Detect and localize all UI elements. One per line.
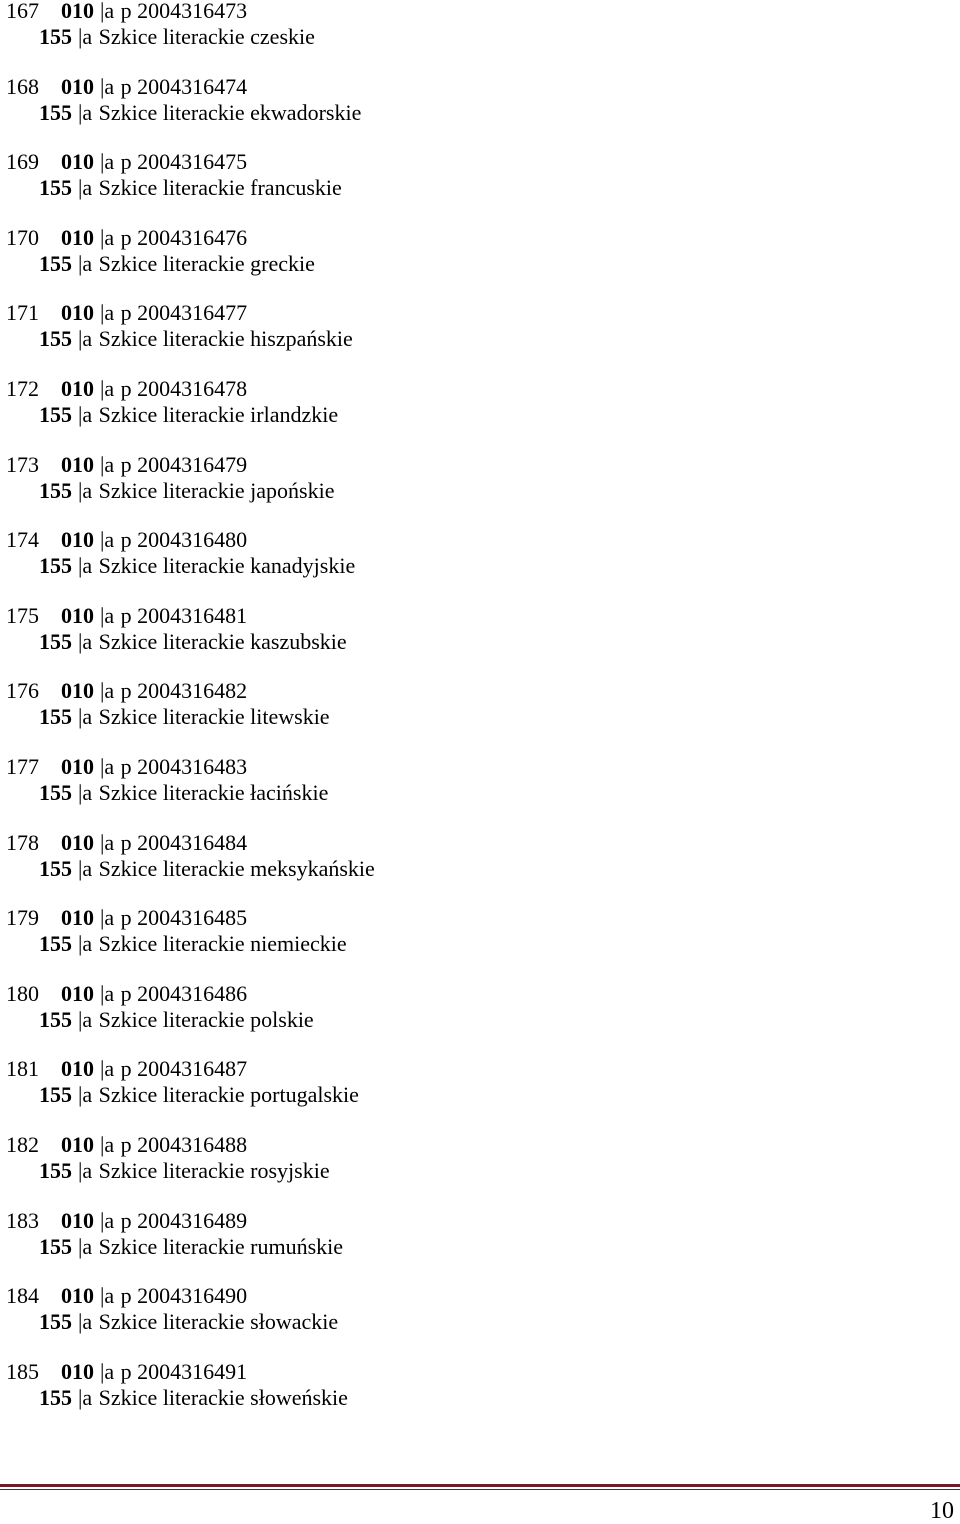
record-entry <box>0 224 960 303</box>
subfield-code: |a <box>100 1056 115 1082</box>
subfield-code: |a <box>100 0 115 23</box>
record-line-155 <box>39 402 338 428</box>
control-number: p 2004316473 <box>120 0 248 23</box>
heading-term: Szkice literackie japońskie <box>98 477 335 503</box>
field-tag-010: 010 <box>61 149 94 175</box>
record-number: 180 <box>6 980 39 1006</box>
record-line-010 <box>6 527 247 553</box>
field-tag-155: 155 <box>39 1233 72 1259</box>
record-number: 171 <box>6 300 39 326</box>
field-tag-010: 010 <box>61 73 94 99</box>
subfield-code: |a <box>78 326 93 352</box>
field-tag-010: 010 <box>61 1283 94 1309</box>
record-number: 169 <box>6 149 39 175</box>
control-number: p 2004316484 <box>120 829 248 855</box>
footer-rule-thin <box>0 1489 960 1490</box>
control-number: p 2004316474 <box>120 73 248 99</box>
record-line-010 <box>6 74 247 100</box>
field-tag-010: 010 <box>61 1358 94 1384</box>
field-tag-155: 155 <box>39 99 72 125</box>
subfield-code: |a <box>100 980 115 1006</box>
record-number: 183 <box>6 1207 39 1233</box>
heading-term: Szkice literackie irlandzkie <box>98 401 339 427</box>
control-number: p 2004316481 <box>120 602 248 628</box>
record-number: 172 <box>6 375 39 401</box>
record-entry <box>0 73 960 152</box>
record-number: 168 <box>6 73 39 99</box>
heading-term: Szkice literackie łacińskie <box>98 779 329 805</box>
field-tag-010: 010 <box>61 300 94 326</box>
subfield-code: |a <box>100 829 115 855</box>
field-tag-155: 155 <box>39 1157 72 1183</box>
subfield-code: |a <box>78 704 93 730</box>
record-line-010 <box>6 452 247 478</box>
record-entry <box>0 602 960 681</box>
field-tag-155: 155 <box>39 628 72 654</box>
footer-rule <box>0 1484 960 1492</box>
subfield-code: |a <box>78 628 93 654</box>
field-tag-010: 010 <box>61 905 94 931</box>
record-line-010 <box>6 830 247 856</box>
record-entry <box>0 0 960 76</box>
record-entry <box>0 451 960 530</box>
record-line-155 <box>39 931 347 957</box>
subfield-code: |a <box>78 1233 93 1259</box>
record-line-010 <box>6 376 247 402</box>
heading-term: Szkice literackie kaszubskie <box>98 628 347 654</box>
heading-term: Szkice literackie słoweńskie <box>98 1384 348 1410</box>
subfield-code: |a <box>100 678 115 704</box>
heading-term: Szkice literackie francuskie <box>98 175 342 201</box>
field-tag-155: 155 <box>39 1309 72 1335</box>
control-number: p 2004316485 <box>120 905 248 931</box>
control-number: p 2004316475 <box>120 149 248 175</box>
record-line-155 <box>39 326 353 352</box>
record-line-010 <box>6 905 247 931</box>
record-line-155 <box>39 175 342 201</box>
field-tag-010: 010 <box>61 1131 94 1157</box>
record-line-155 <box>39 1082 359 1108</box>
field-tag-010: 010 <box>61 224 94 250</box>
field-tag-155: 155 <box>39 704 72 730</box>
control-number: p 2004316482 <box>120 678 248 704</box>
record-line-010 <box>6 603 247 629</box>
field-tag-155: 155 <box>39 1082 72 1108</box>
field-tag-010: 010 <box>61 0 94 23</box>
record-line-155 <box>39 478 334 504</box>
subfield-code: |a <box>100 224 115 250</box>
subfield-code: |a <box>78 1157 93 1183</box>
record-line-155 <box>39 1385 348 1411</box>
record-line-010 <box>6 300 247 326</box>
record-number: 174 <box>6 527 39 553</box>
subfield-code: |a <box>78 175 93 201</box>
record-number: 177 <box>6 753 39 779</box>
record-number: 178 <box>6 829 39 855</box>
field-tag-155: 155 <box>39 855 72 881</box>
heading-term: Szkice literackie greckie <box>98 250 315 276</box>
subfield-code: |a <box>100 753 115 779</box>
control-number: p 2004316478 <box>120 375 248 401</box>
subfield-code: |a <box>78 99 93 125</box>
field-tag-155: 155 <box>39 1384 72 1410</box>
heading-term: Szkice literackie rosyjskie <box>98 1157 330 1183</box>
record-number: 173 <box>6 451 39 477</box>
subfield-code: |a <box>78 779 93 805</box>
subfield-code: |a <box>100 1283 115 1309</box>
record-line-010 <box>6 1359 247 1385</box>
record-line-155 <box>39 704 330 730</box>
field-tag-155: 155 <box>39 326 72 352</box>
subfield-code: |a <box>100 375 115 401</box>
control-number: p 2004316479 <box>120 451 248 477</box>
record-number: 184 <box>6 1283 39 1309</box>
heading-term: Szkice literackie kanadyjskie <box>98 553 356 579</box>
field-tag-010: 010 <box>61 980 94 1006</box>
subfield-code: |a <box>78 1384 93 1410</box>
control-number: p 2004316476 <box>120 224 248 250</box>
subfield-code: |a <box>100 527 115 553</box>
field-tag-155: 155 <box>39 1006 72 1032</box>
record-line-155 <box>39 251 315 277</box>
field-tag-010: 010 <box>61 1056 94 1082</box>
field-tag-155: 155 <box>39 477 72 503</box>
subfield-code: |a <box>78 855 93 881</box>
record-line-010 <box>6 1208 247 1234</box>
heading-term: Szkice literackie meksykańskie <box>98 855 375 881</box>
record-line-010 <box>6 981 247 1007</box>
record-number: 182 <box>6 1131 39 1157</box>
record-line-010 <box>6 225 247 251</box>
record-entry <box>0 1207 960 1286</box>
record-line-010 <box>6 1132 247 1158</box>
field-tag-155: 155 <box>39 24 72 49</box>
record-entry <box>0 1358 960 1437</box>
record-entry <box>0 1131 960 1210</box>
record-entry <box>0 375 960 454</box>
subfield-code: |a <box>78 1006 93 1032</box>
field-tag-010: 010 <box>61 829 94 855</box>
field-tag-155: 155 <box>39 401 72 427</box>
record-line-155 <box>39 24 315 50</box>
footer-rule-thick <box>0 1484 960 1487</box>
heading-term: Szkice literackie niemieckie <box>98 931 347 957</box>
subfield-code: |a <box>78 477 93 503</box>
record-line-010 <box>6 0 247 24</box>
record-line-010 <box>6 1056 247 1082</box>
record-entry <box>0 1058 960 1134</box>
heading-term: Szkice literackie czeskie <box>98 24 315 49</box>
subfield-code: |a <box>100 905 115 931</box>
heading-term: Szkice literackie rumuńskie <box>98 1233 344 1259</box>
record-number: 181 <box>6 1056 39 1082</box>
record-number: 179 <box>6 905 39 931</box>
heading-term: Szkice literackie ekwadorskie <box>98 99 362 125</box>
control-number: p 2004316483 <box>120 753 248 779</box>
record-line-155 <box>39 629 347 655</box>
control-number: p 2004316489 <box>120 1207 248 1233</box>
page-number: 10 <box>930 1498 954 1524</box>
record-line-010 <box>6 1283 247 1309</box>
record-entry <box>0 1285 960 1361</box>
heading-term: Szkice literackie hiszpańskie <box>98 326 353 352</box>
field-tag-010: 010 <box>61 753 94 779</box>
field-tag-155: 155 <box>39 250 72 276</box>
record-entry <box>0 907 960 983</box>
subfield-code: |a <box>100 73 115 99</box>
subfield-code: |a <box>100 1131 115 1157</box>
heading-term: Szkice literackie polskie <box>98 1006 314 1032</box>
record-entry <box>0 680 960 756</box>
record-number: 175 <box>6 602 39 628</box>
record-number: 176 <box>6 678 39 704</box>
subfield-code: |a <box>78 24 93 49</box>
record-entry <box>0 151 960 227</box>
subfield-code: |a <box>100 1207 115 1233</box>
record-line-010 <box>6 754 247 780</box>
subfield-code: |a <box>100 602 115 628</box>
heading-term: Szkice literackie litewskie <box>98 704 330 730</box>
subfield-code: |a <box>78 931 93 957</box>
field-tag-155: 155 <box>39 175 72 201</box>
subfield-code: |a <box>78 1309 93 1335</box>
control-number: p 2004316490 <box>120 1283 248 1309</box>
control-number: p 2004316491 <box>120 1358 248 1384</box>
record-number: 167 <box>6 0 39 23</box>
record-entry <box>0 829 960 908</box>
subfield-code: |a <box>78 401 93 427</box>
field-tag-010: 010 <box>61 375 94 401</box>
field-tag-010: 010 <box>61 602 94 628</box>
record-line-010 <box>6 678 247 704</box>
record-line-155 <box>39 1007 314 1033</box>
record-number: 170 <box>6 224 39 250</box>
control-number: p 2004316477 <box>120 300 248 326</box>
subfield-code: |a <box>100 451 115 477</box>
control-number: p 2004316486 <box>120 980 248 1006</box>
subfield-code: |a <box>78 553 93 579</box>
record-entry <box>0 302 960 378</box>
subfield-code: |a <box>100 300 115 326</box>
subfield-code: |a <box>78 250 93 276</box>
field-tag-010: 010 <box>61 1207 94 1233</box>
record-line-155 <box>39 100 361 126</box>
record-line-155 <box>39 1158 330 1184</box>
heading-term: Szkice literackie portugalskie <box>98 1082 359 1108</box>
record-line-155 <box>39 553 355 579</box>
record-line-155 <box>39 1309 338 1335</box>
subfield-code: |a <box>100 149 115 175</box>
field-tag-010: 010 <box>61 678 94 704</box>
record-line-155 <box>39 1234 343 1260</box>
field-tag-010: 010 <box>61 527 94 553</box>
record-line-155 <box>39 780 328 806</box>
field-tag-155: 155 <box>39 931 72 957</box>
record-entry <box>0 529 960 605</box>
record-number: 185 <box>6 1358 39 1384</box>
record-entry <box>0 753 960 832</box>
subfield-code: |a <box>78 1082 93 1108</box>
record-entry <box>0 980 960 1059</box>
control-number: p 2004316487 <box>120 1056 248 1082</box>
record-line-010 <box>6 149 247 175</box>
field-tag-155: 155 <box>39 553 72 579</box>
field-tag-010: 010 <box>61 451 94 477</box>
control-number: p 2004316488 <box>120 1131 248 1157</box>
control-number: p 2004316480 <box>120 527 248 553</box>
field-tag-155: 155 <box>39 779 72 805</box>
subfield-code: |a <box>100 1358 115 1384</box>
heading-term: Szkice literackie słowackie <box>98 1309 339 1335</box>
record-line-155 <box>39 856 375 882</box>
